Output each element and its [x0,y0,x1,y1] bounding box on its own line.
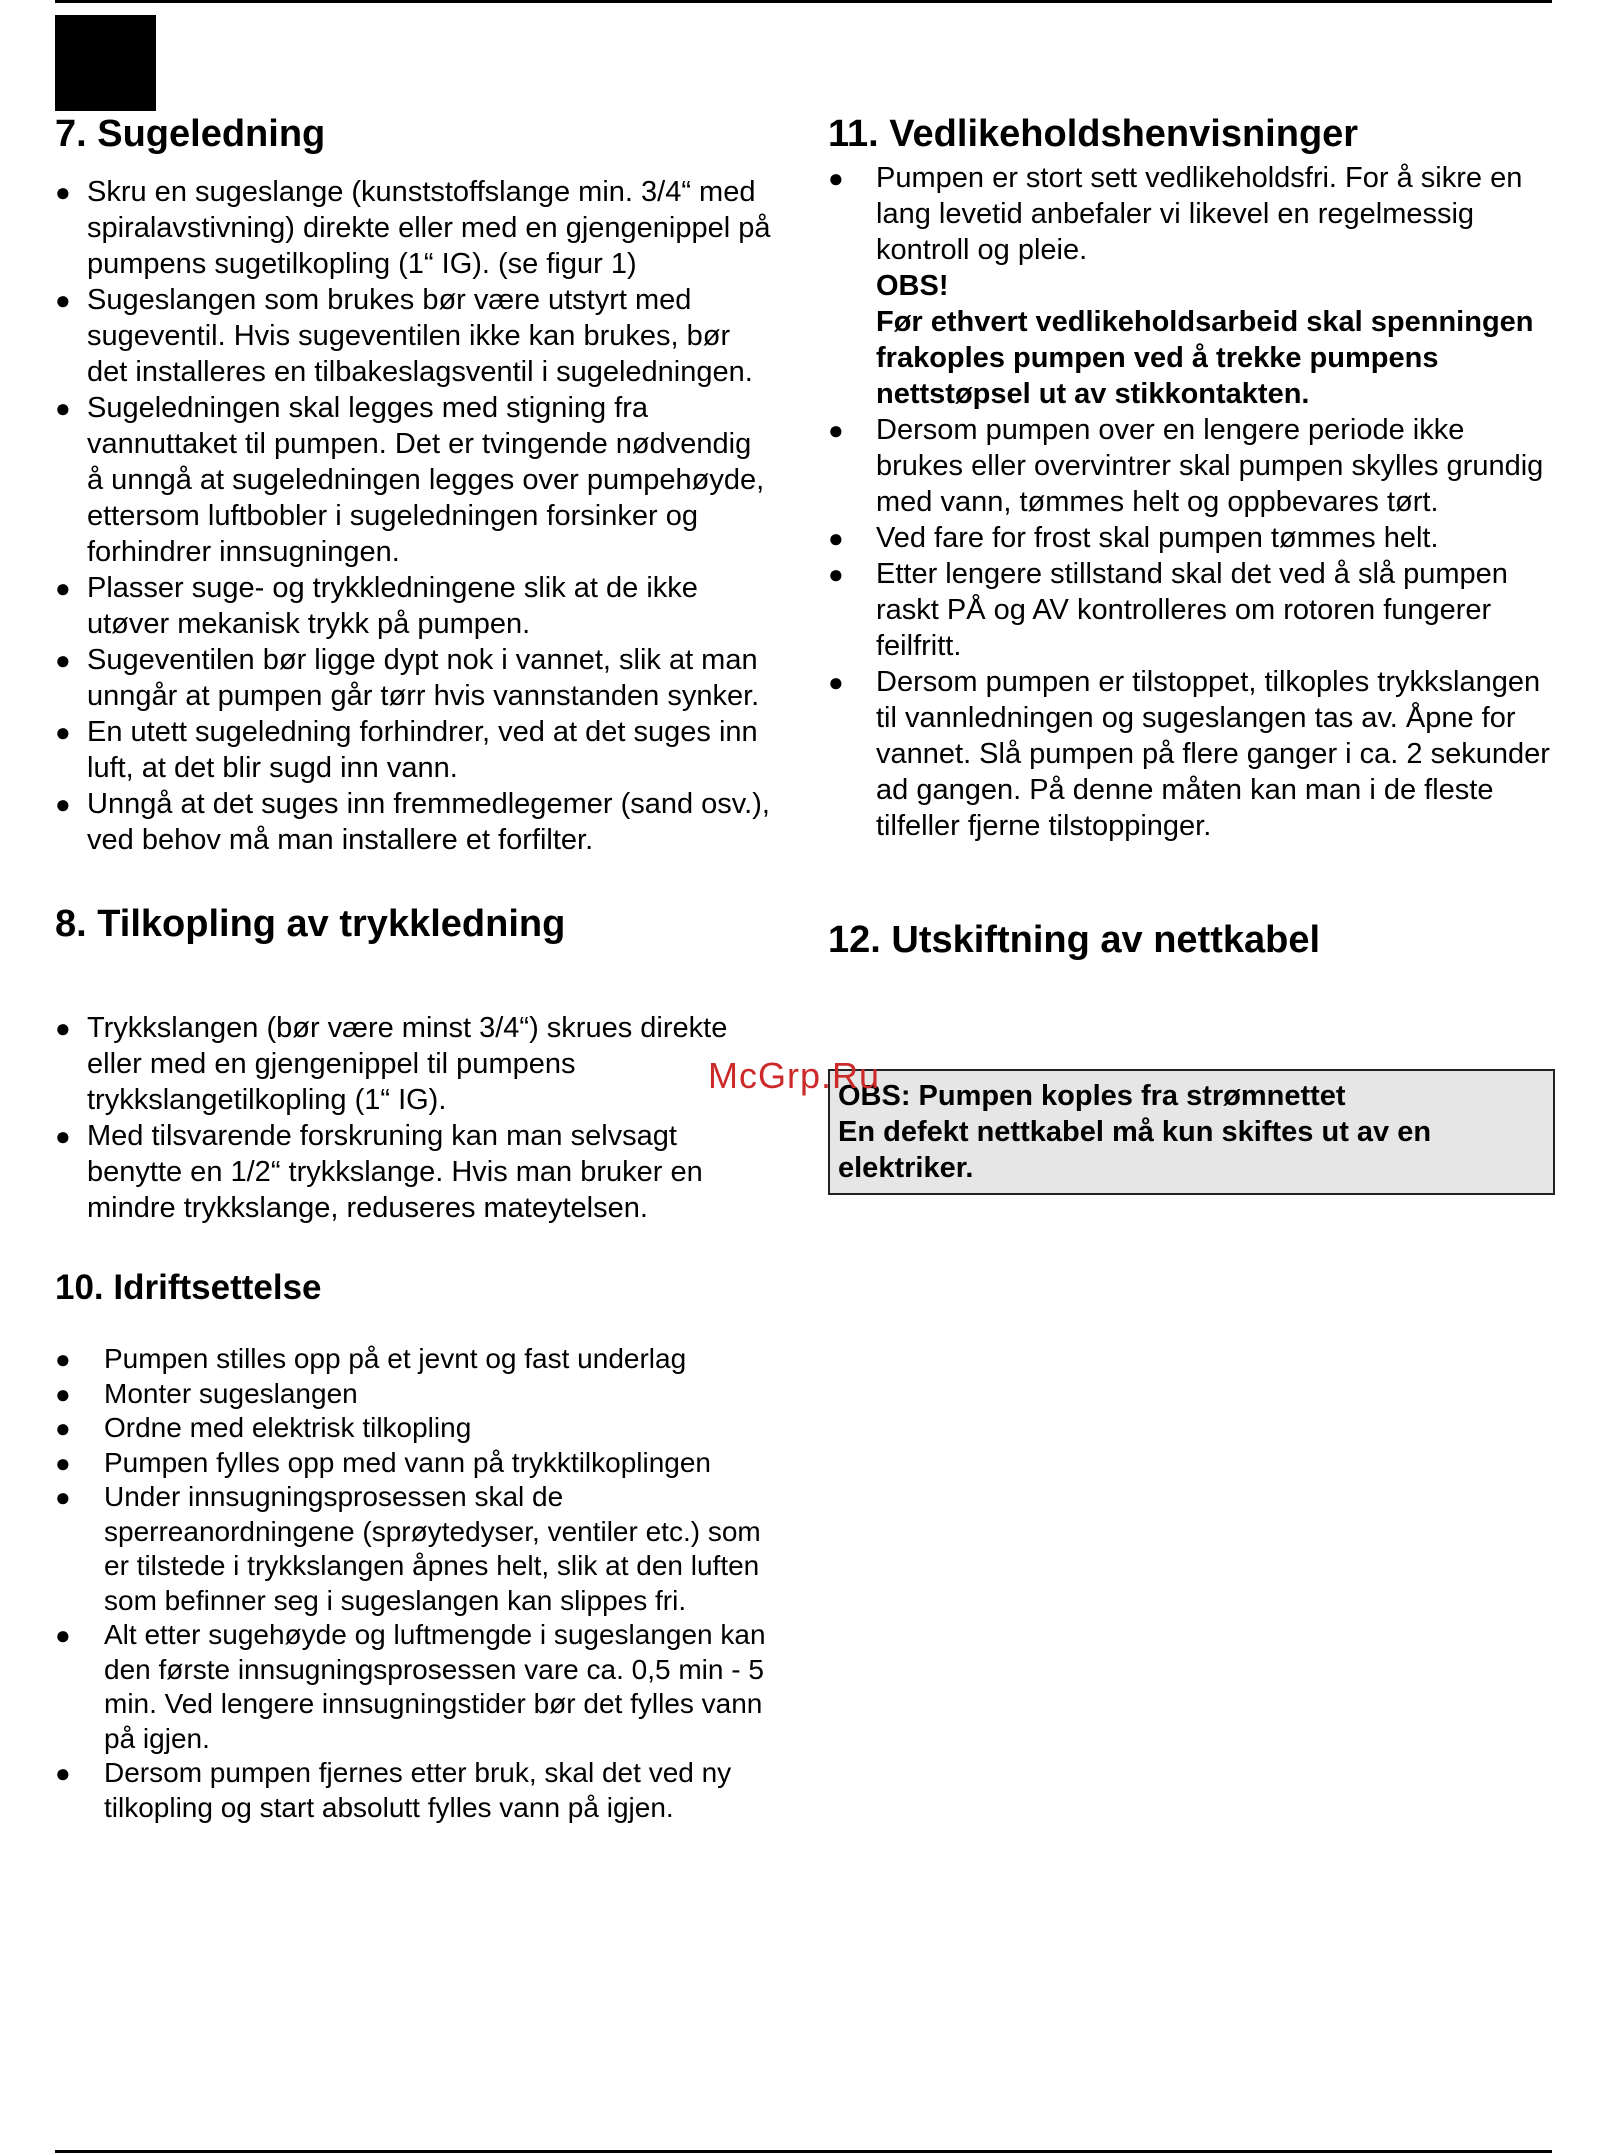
obs-warning-text: Før ethvert vedlikeholdsarbeid skal spenningen frakoples pumpen ved å trekke pumpens nettstøpsel ut av stikkontakten. [876,306,1534,410]
list-item: ● Dersom pumpen er tilstoppet, tilkoples trykkslangen til vannledningen og sugeslangen tas av. Åpne for vannet. Slå pumpen på flere ganger i ca. 2 sekunder ad gangen. På denne måten kan man i de fleste tilfeller fjerne tilstoppinger. [828,666,1550,842]
bullet-icon: ● [828,415,844,445]
bullet-icon: ● [828,559,844,589]
section-10-title: 10. Idriftsettelse [55,1268,322,1307]
bottom-rule [55,2150,1552,2153]
bullet-icon: ● [828,523,844,553]
list-item: ● Dersom pumpen fjernes etter bruk, skal det ved ny tilkopling og start absolutt fylles vann på igjen. [55,1757,732,1823]
list-item: ● Pumpen er stort sett vedlikeholdsfri. For å sikre en lang levetid anbefaler vi likevel en regelmessig kontroll og pleie. OBS! Før ethvert vedlikeholdsarbeid skal spenningen frakoples pumpen ved å trekke pumpens nettstøpsel ut av stikkontakten. [828,160,1558,412]
list-item: ● Pumpen stilles opp på et jevnt og fast underlag [55,1342,775,1377]
bullet-icon: ● [55,1413,71,1443]
warning-line-2: En defekt nettkabel må kun skiftes ut av en elektriker. [838,1116,1432,1184]
mains-cable-warning-box [828,1069,1555,1195]
section-8-list [55,1010,775,1226]
list-item: ● Ordne med elektrisk tilkopling [55,1411,775,1446]
list-item: ● Unngå at det suges inn fremmedlegemer (sand osv.), ved behov må man installere et forfilter. [55,788,770,856]
list-item: ● Dersom pumpen over en lengere periode ikke brukes eller overvintrer skal pumpen skylles grundig med vann, tømmes helt og oppbevares tørt. [828,414,1544,518]
list-item: ● Etter lengere stillstand skal det ved å slå pumpen raskt PÅ og AV kontrolleres om rotoren fungerer feilfritt. [828,558,1508,662]
section-12-title: 12. Utskiftning av nettkabel [828,919,1321,961]
list-item: ● Alt etter sugehøyde og luftmengde i sugeslangen kan den første innsugningsprosessen vare ca. 0,5 min - 5 min. Ved lengere innsugningstider bør det fylles vann på igjen. [55,1619,766,1754]
list-item: ● Under innsugningsprosessen skal de sperreanordningene (sprøytedyser, ventiler etc.) som er tilstede i trykkslangen åpnes helt, slik at den luften som befinner seg i sugeslangen kan slippes fri. [55,1481,761,1616]
bullet-icon: ● [55,1620,71,1650]
bullet-icon: ● [55,573,71,603]
list-item: ● Ved fare for frost skal pumpen tømmes helt. [828,522,1439,554]
bullet-icon: ● [55,789,71,819]
watermark: McGrp.Ru [708,1055,881,1096]
list-item: ● Sugeledningen skal legges med stigning fra vannuttaket til pumpen. Det er tvingende nødvendig å unngå at sugeledningen legges over pumpehøyde, ettersom luftbobler i sugeledningen forsinker og forhindrer innsugningen. [55,392,765,568]
section-7-list [55,174,775,858]
list-item: ● Med tilsvarende forskruning kan man selvsagt benytte en 1/2“ trykkslange. Hvis man bruker en mindre trykkslange, reduseres mateytelsen. [55,1120,703,1224]
bullet-icon: ● [55,1758,71,1788]
bullet-icon: ● [55,285,71,315]
section-7-title: 7. Sugeledning [55,113,326,155]
page-tab-marker [55,15,156,111]
bullet-icon: ● [55,1013,71,1043]
bullet-icon: ● [55,1121,71,1151]
bullet-icon: ● [55,1344,71,1374]
bullet-icon: ● [828,667,844,697]
list-item: ● Skru en sugeslange (kunststoffslange min. 3/4“ med spiralavstivning) direkte eller med en gjengenippel på pumpens sugetilkopling (1“ IG). (se figur 1) [55,176,771,280]
bullet-icon: ● [55,645,71,675]
list-item: ● Pumpen fylles opp med vann på trykktilkoplingen [55,1446,775,1481]
warning-line-1: OBS: Pumpen koples fra strømnettet [838,1080,1346,1112]
section-10-list [55,1342,775,1825]
list-item: ● Sugeslangen som brukes bør være utstyrt med sugeventil. Hvis sugeventilen ikke kan brukes, bør det installeres en tilbakeslagsventil i sugeledningen. [55,284,753,388]
list-item: ● Plasser suge- og trykkledningene slik at de ikke utøver mekanisk trykk på pumpen. [55,572,698,640]
list-item: ● Monter sugeslangen [55,1377,775,1412]
bullet-icon: ● [55,1482,71,1512]
left-column [55,108,775,1825]
list-item: ● En utett sugeledning forhindrer, ved at det suges inn luft, at det blir sugd inn vann. [55,716,758,784]
section-11-title: 11. Vedlikeholdshenvisninger [828,113,1359,155]
list-item: ● Trykkslangen (bør være minst 3/4“) skrues direkte eller med en gjengenippel til pumpens trykkslangetilkopling (1“ IG). [55,1012,728,1116]
top-rule [55,0,1552,3]
list-item: ● Sugeventilen bør ligge dypt nok i vannet, slik at man unngår at pumpen går tørr hvis vannstanden synker. [55,644,760,712]
bullet-icon: ● [828,163,844,193]
bullet-icon: ● [55,1447,71,1478]
bullet-icon: ● [55,393,71,423]
bullet-icon: ● [55,1378,71,1409]
obs-label: OBS! [876,270,949,302]
section-8-title: 8. Tilkopling av trykkledning [55,903,566,945]
bullet-icon: ● [55,717,71,747]
section-11-list [828,160,1558,844]
bullet-icon: ● [55,177,71,207]
right-column [828,108,1558,966]
